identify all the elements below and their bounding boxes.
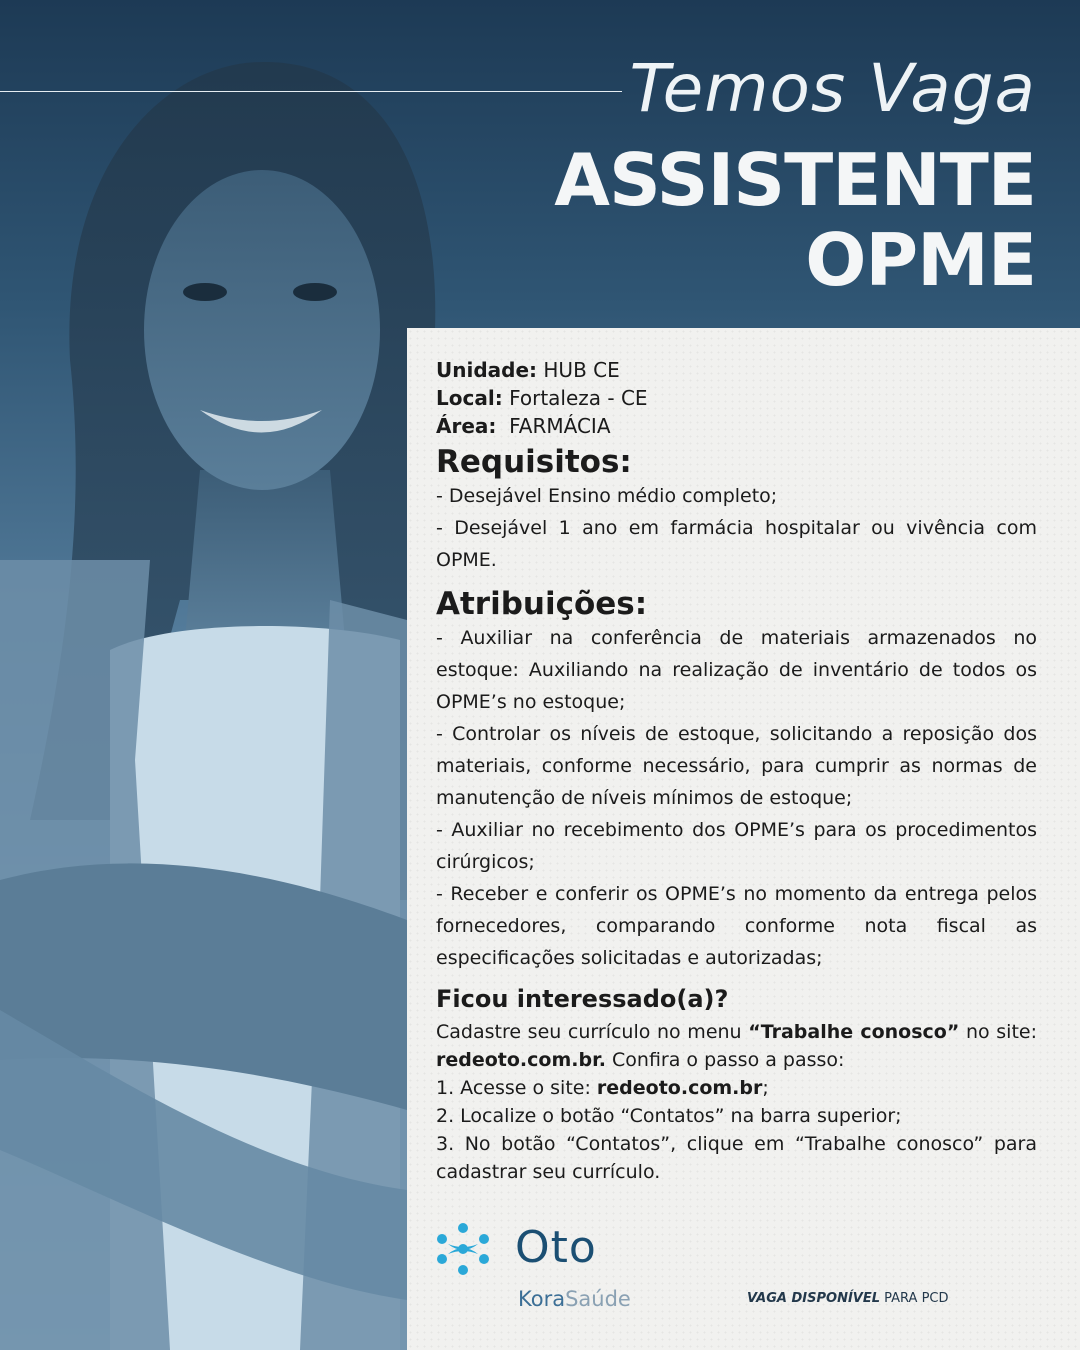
job-title — [554, 140, 1036, 300]
oto-people-icon — [434, 1222, 492, 1276]
job-details-panel — [407, 328, 1080, 1350]
cta-title: Ficou interessado(a)? — [436, 985, 729, 1013]
job-title-line-1: ASSISTENTE — [554, 138, 1036, 222]
cta-site-link[interactable]: redeoto.com.br. — [436, 1049, 606, 1071]
cta-step-2: 2. Localize o botão “Contatos” na barra superior; — [436, 1105, 902, 1127]
atribuicao-item: - Auxiliar na conferência de materiais armazenados no estoque: Auxiliando na realização de inventário de todos os OPME’s no estoque; — [436, 627, 1037, 713]
job-title-line-2: OPME — [805, 218, 1036, 302]
pcd-notice-rest: PARA PCD — [880, 1291, 949, 1306]
requisito-item: - Desejável Ensino médio completo; — [436, 485, 778, 507]
brand-sub-saude: Saúde — [565, 1287, 631, 1311]
cta-menu-name: “Trabalhe conosco” — [748, 1021, 960, 1043]
pcd-notice-bold: VAGA DISPONÍVEL — [747, 1291, 881, 1306]
requisitos-title: Requisitos: — [436, 444, 632, 480]
cta-intro-text-3: Confira o passo a passo: — [605, 1049, 845, 1071]
atribuicoes-title: Atribuições: — [436, 586, 648, 622]
brand-name: Oto — [515, 1222, 597, 1273]
cta-step-3: 3. No botão “Contatos”, clique em “Trabalhe conosco” para cadastrar seu currículo. — [436, 1133, 1037, 1183]
detail-unidade-label: Unidade: — [436, 358, 538, 382]
cta-intro — [436, 1018, 1037, 1074]
detail-area — [436, 412, 1037, 440]
detail-local-label: Local: — [436, 386, 503, 410]
brand-subtitle — [518, 1287, 631, 1311]
cta-intro-text: Cadastre seu currículo no menu — [436, 1021, 749, 1043]
atribuicao-item: - Receber e conferir os OPME’s no momento da entrega pelos fornecedores, comparando conforme nota fiscal as especificações solicitadas e autorizadas; — [436, 883, 1037, 969]
atribuicao-item: - Auxiliar no recebimento dos OPME’s para os procedimentos cirúrgicos; — [436, 819, 1037, 873]
job-details-content — [436, 356, 1037, 1186]
detail-unidade — [436, 356, 1037, 384]
detail-area-value: FARMÁCIA — [509, 414, 611, 438]
cta-step-1-text: 1. Acesse o site: — [436, 1077, 597, 1099]
cta-intro-text-2: no site: — [959, 1021, 1037, 1043]
detail-unidade-value: HUB CE — [543, 358, 620, 382]
detail-area-label: Área: — [436, 414, 497, 438]
atribuicao-item: - Controlar os níveis de estoque, solicitando a reposição dos materiais, conforme necessário, para cumprir as normas de manutenção de níveis mínimos de estoque; — [436, 723, 1037, 809]
header-divider-line — [0, 91, 622, 92]
detail-local-value: Fortaleza - CE — [509, 386, 648, 410]
cta-step-1-end: ; — [762, 1077, 769, 1099]
detail-local — [436, 384, 1037, 412]
cta-step-1 — [436, 1074, 1037, 1102]
pcd-notice — [747, 1291, 949, 1306]
cta-step-1-site-link[interactable]: redeoto.com.br — [596, 1077, 763, 1099]
brand-sub-kora: Kora — [518, 1287, 566, 1311]
requisito-item: - Desejável 1 ano em farmácia hospitalar ou vivência com OPME. — [436, 517, 1037, 571]
headline-tagline: Temos Vaga — [629, 50, 1036, 127]
